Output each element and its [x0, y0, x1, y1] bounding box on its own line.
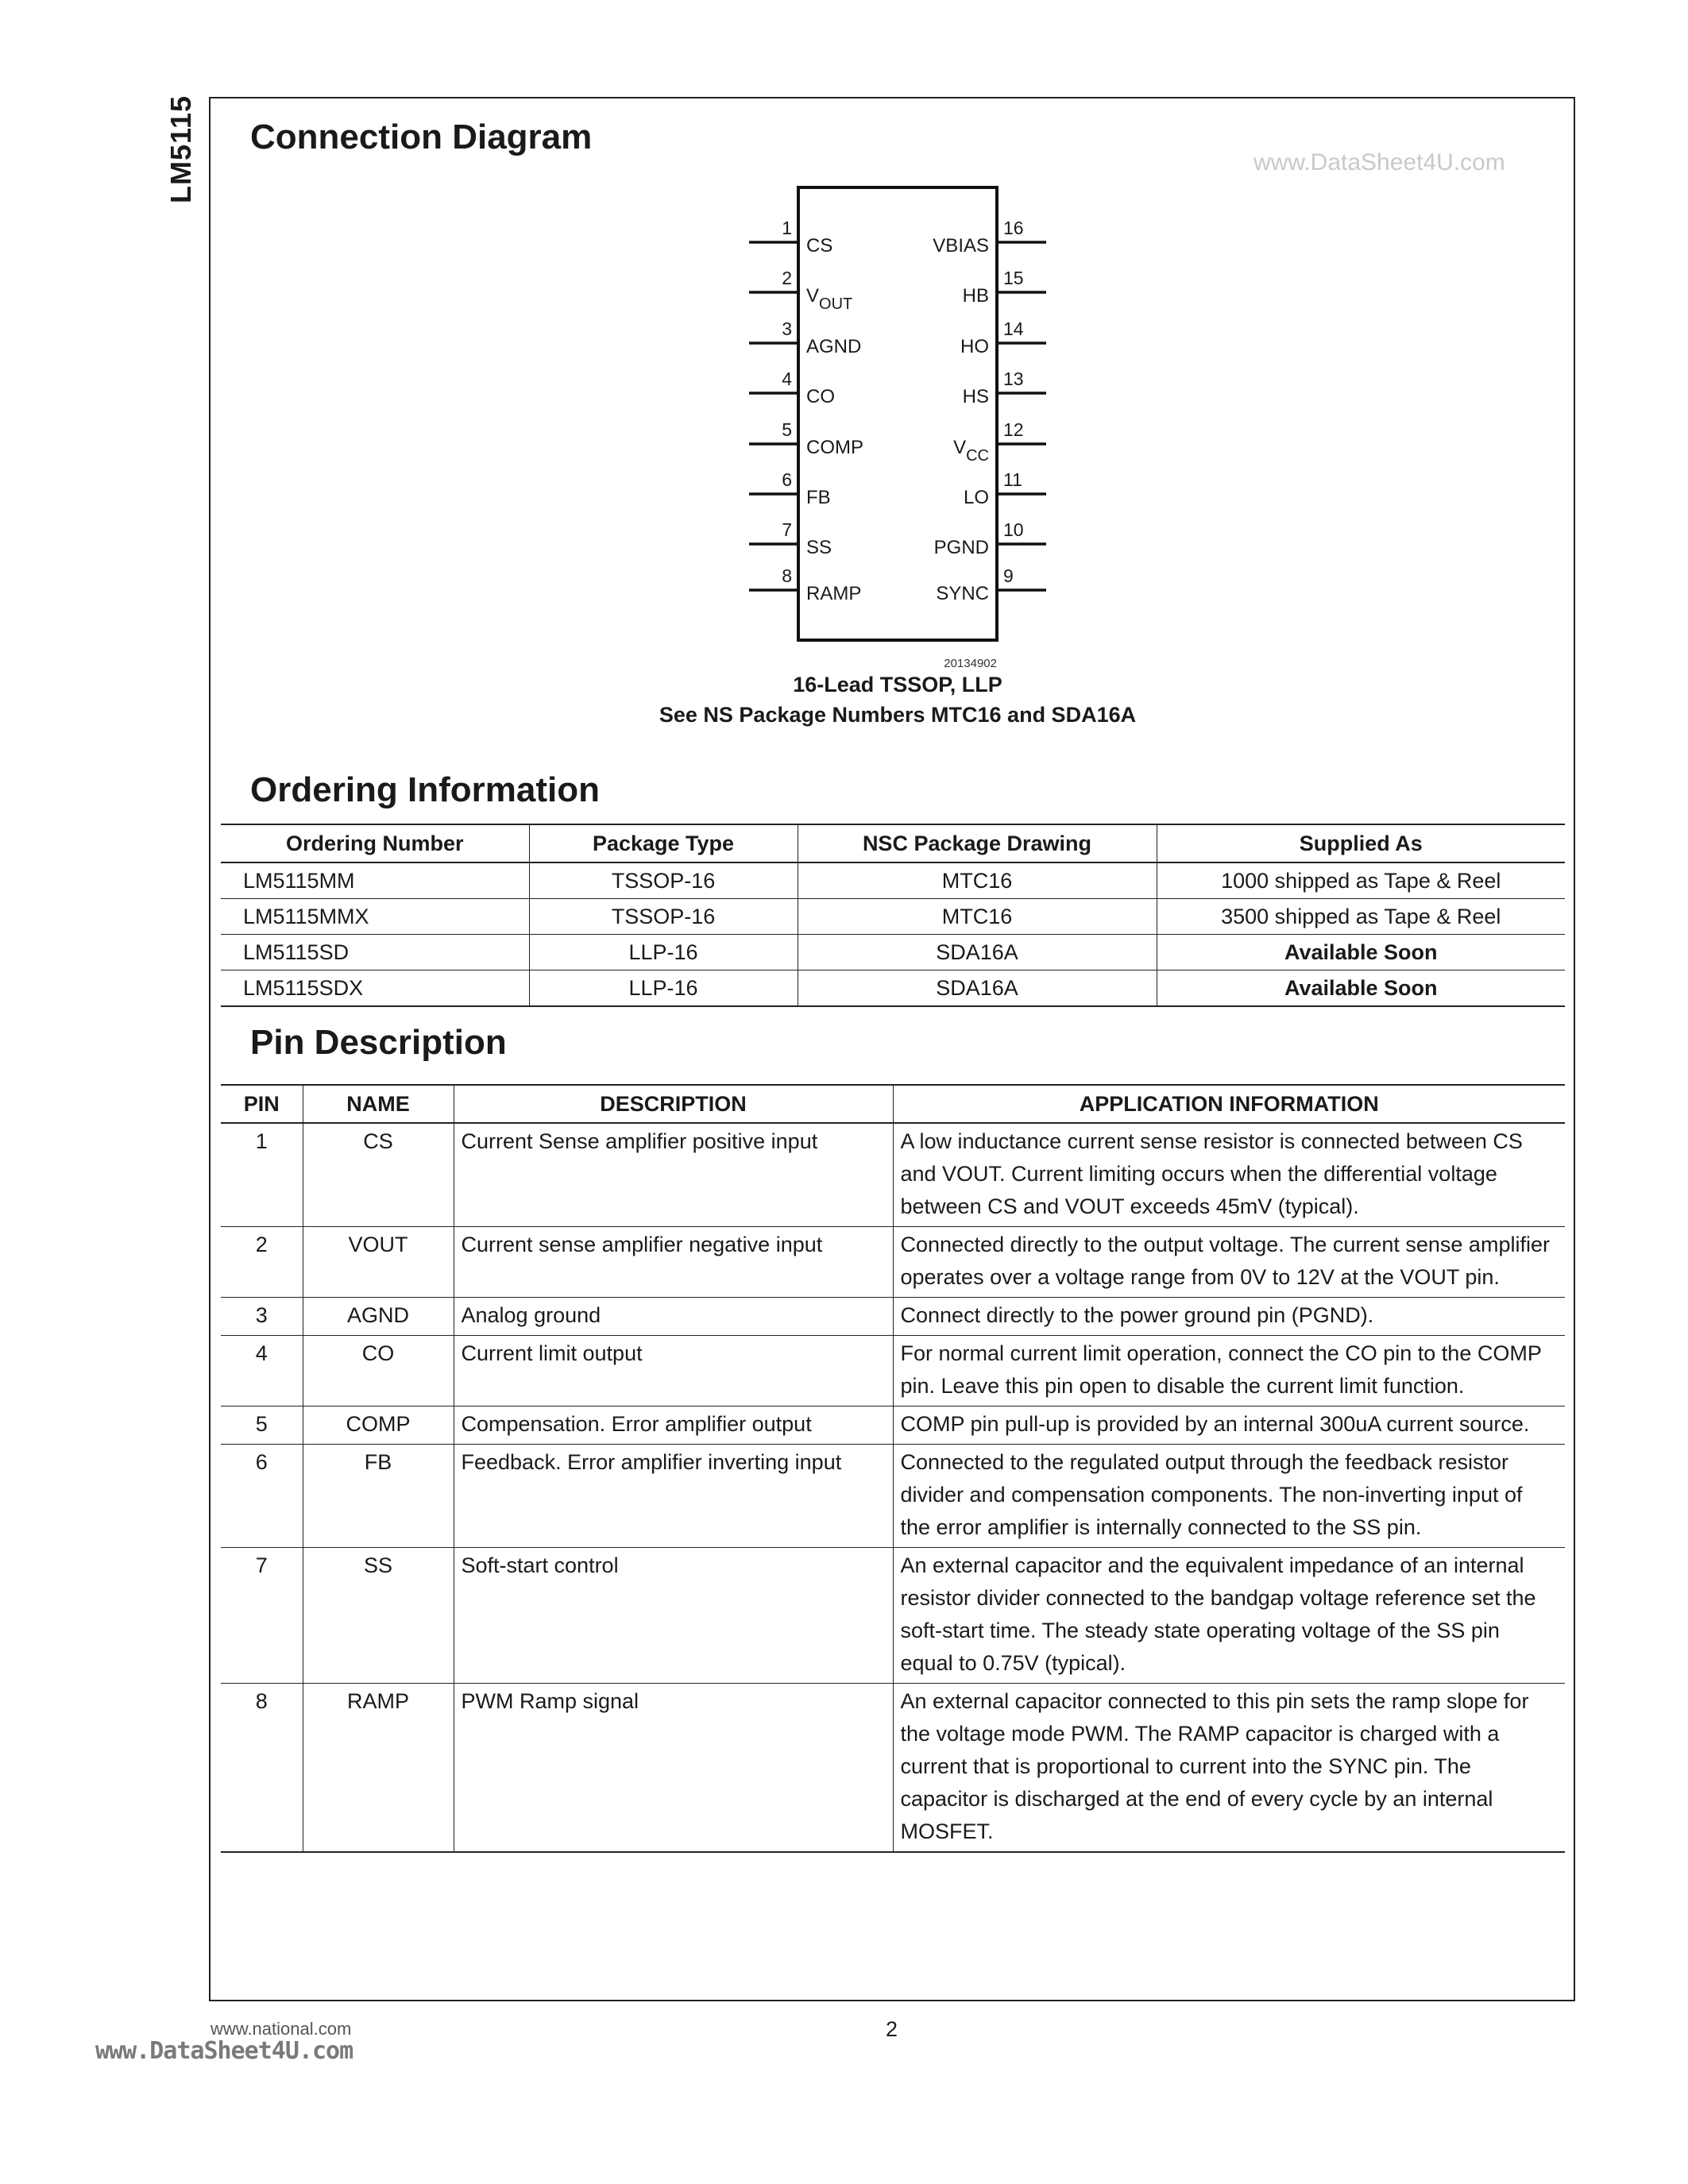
- ordering-header-cell: Package Type: [529, 824, 798, 862]
- pin-name-label: HS: [962, 386, 989, 407]
- pin-description: Current Sense amplifier positive input: [454, 1123, 893, 1227]
- pin-description: Feedback. Error amplifier inverting input: [454, 1445, 893, 1548]
- pin-name-label: AGND: [806, 336, 862, 357]
- pin-application-info: For normal current limit operation, connect the CO pin to the COMP pin. Leave this pin open to disable the current limit function.: [893, 1336, 1565, 1406]
- pin-name-label: $V_{OUT}$: [806, 285, 853, 313]
- package-type: TSSOP-16: [529, 899, 798, 935]
- watermark-top[interactable]: www.DataSheet4U.com: [1253, 149, 1505, 176]
- pin-name-label: LO: [963, 487, 989, 508]
- pin-number: 8: [221, 1684, 303, 1853]
- pin-application-info: Connect directly to the power ground pin (PGND).: [893, 1298, 1565, 1336]
- pin-name-label: FB: [806, 487, 831, 508]
- pin-number-label: 6: [782, 469, 792, 490]
- table-row: [221, 1684, 1565, 1853]
- table-row: [221, 899, 1565, 935]
- page-number: 2: [886, 2017, 898, 2041]
- footer-url[interactable]: www.national.com: [211, 2019, 352, 2039]
- table-row: [221, 1548, 1565, 1684]
- package-drawing: SDA16A: [798, 970, 1157, 1007]
- pin-description: Current sense amplifier negative input: [454, 1227, 893, 1298]
- ordering-number: LM5115MMX: [221, 899, 529, 935]
- pin-application-info: Connected to the regulated output through the feedback resistor divider and compensation components. The non-inverting input of the error amplifier is internally connected to the SS pin.: [893, 1445, 1565, 1548]
- pin-name-label: COMP: [806, 437, 863, 458]
- table-row: [221, 862, 1565, 899]
- table-row: [221, 1227, 1565, 1298]
- pin-description: PWM Ramp signal: [454, 1684, 893, 1853]
- ordering-information-heading: Ordering Information: [250, 770, 600, 809]
- pin-number-label: 1: [782, 218, 792, 238]
- pin-number-label: 2: [782, 268, 792, 288]
- pin-name: AGND: [303, 1298, 454, 1336]
- pin-description: Soft-start control: [454, 1548, 893, 1684]
- pin-name: FB: [303, 1445, 454, 1548]
- pin-name-label: CS: [806, 235, 833, 257]
- package-type: LLP-16: [529, 935, 798, 970]
- supplied-as: Available Soon: [1157, 970, 1565, 1007]
- ordering-header-cell: Ordering Number: [221, 824, 529, 862]
- pin-name-label: HB: [962, 285, 989, 307]
- pin-description-heading: Pin Description: [250, 1023, 507, 1062]
- supplied-as: 3500 shipped as Tape & Reel: [1157, 899, 1565, 935]
- pin-number: 7: [221, 1548, 303, 1684]
- diagram-caption-line2: See NS Package Numbers MTC16 and SDA16A: [659, 703, 1137, 727]
- pin-number-label: 10: [1003, 519, 1024, 540]
- table-row: [221, 970, 1565, 1007]
- pin-number-label: 14: [1003, 318, 1024, 339]
- ordering-header-cell: Supplied As: [1157, 824, 1565, 862]
- ordering-number: LM5115SD: [221, 935, 529, 970]
- pin-application-info: An external capacitor connected to this pin sets the ramp slope for the voltage mode PWM. The RAMP capacitor is charged with a current that is proportional to current into the SYNC pin. The capacitor is discharged at the end of every cycle by an internal MOSFET.: [893, 1684, 1565, 1853]
- table-row: [221, 1445, 1565, 1548]
- package-drawing: MTC16: [798, 899, 1157, 935]
- pin-number-label: 16: [1003, 218, 1024, 238]
- pin-number-label: 15: [1003, 268, 1024, 288]
- pin-name: COMP: [303, 1406, 454, 1445]
- pin-name-label: PGND: [933, 537, 989, 558]
- pin-number-label: 8: [782, 565, 792, 586]
- pin-description: Compensation. Error amplifier output: [454, 1406, 893, 1445]
- pin-description-table: [221, 1084, 1565, 1853]
- pin-number: 2: [221, 1227, 303, 1298]
- package-drawing: SDA16A: [798, 935, 1157, 970]
- package-type: LLP-16: [529, 970, 798, 1007]
- pin-number-label: 13: [1003, 369, 1024, 389]
- pin-application-info: An external capacitor and the equivalent impedance of an internal resistor divider connected to the bandgap voltage reference set the soft-start time. The steady state operating voltage of the SS pin equal to 0.75V (typical).: [893, 1548, 1565, 1684]
- package-type: TSSOP-16: [529, 862, 798, 899]
- pin-name: SS: [303, 1548, 454, 1684]
- connection-diagram-heading: Connection Diagram: [250, 118, 593, 156]
- connection-diagram: [715, 183, 1080, 675]
- pin-name: RAMP: [303, 1684, 454, 1853]
- pin-number-label: 3: [782, 318, 792, 339]
- pin-number: 5: [221, 1406, 303, 1445]
- pin-application-info: A low inductance current sense resistor is connected between CS and VOUT. Current limiting occurs when the differential voltage between CS and VOUT exceeds 45mV (typical).: [893, 1123, 1565, 1227]
- pin-number-label: 9: [1003, 565, 1014, 586]
- pin-number-label: 4: [782, 369, 792, 389]
- ordering-table: [221, 824, 1565, 1007]
- pin-name-label: SYNC: [936, 583, 989, 604]
- diagram-caption-line1: 16-Lead TSSOP, LLP: [793, 673, 1002, 696]
- pin-header-cell: DESCRIPTION: [454, 1085, 893, 1123]
- table-row: [221, 1123, 1565, 1227]
- table-row: [221, 1298, 1565, 1336]
- watermark-bottom[interactable]: www.DataSheet4U.com: [95, 2037, 353, 2065]
- pin-number: 1: [221, 1123, 303, 1227]
- pin-name-label: $V_{CC}$: [953, 437, 989, 465]
- pin-application-info: COMP pin pull-up is provided by an internal 300uA current source.: [893, 1406, 1565, 1445]
- pin-number-label: 5: [782, 419, 792, 440]
- table-row: [221, 935, 1565, 970]
- pin-name-label: CO: [806, 386, 835, 407]
- pin-number-label: 11: [1003, 469, 1022, 490]
- pin-number: 4: [221, 1336, 303, 1406]
- pin-description: Analog ground: [454, 1298, 893, 1336]
- pin-name-label: RAMP: [806, 583, 862, 604]
- pin-header-cell: NAME: [303, 1085, 454, 1123]
- pin-number-label: 12: [1003, 419, 1024, 440]
- pin-number-label: 7: [782, 519, 792, 540]
- pin-name-label: HO: [960, 336, 989, 357]
- supplied-as: Available Soon: [1157, 935, 1565, 970]
- ordering-number: LM5115MM: [221, 862, 529, 899]
- table-row: [221, 1336, 1565, 1406]
- pin-number: 3: [221, 1298, 303, 1336]
- pin-application-info: Connected directly to the output voltage. The current sense amplifier operates over a voltage range from 0V to 12V at the VOUT pin.: [893, 1227, 1565, 1298]
- pin-name: CS: [303, 1123, 454, 1227]
- pin-name-label: VBIAS: [933, 235, 989, 257]
- supplied-as: 1000 shipped as Tape & Reel: [1157, 862, 1565, 899]
- pin-header-cell: PIN: [221, 1085, 303, 1123]
- figure-code: 20134902: [944, 657, 997, 670]
- table-row: [221, 1406, 1565, 1445]
- pin-name-label: SS: [806, 537, 832, 558]
- ordering-number: LM5115SDX: [221, 970, 529, 1007]
- pin-header-cell: APPLICATION INFORMATION: [893, 1085, 1565, 1123]
- pin-name: VOUT: [303, 1227, 454, 1298]
- pin-name: CO: [303, 1336, 454, 1406]
- ordering-header-row: [221, 824, 1565, 862]
- side-part-number: LM5115: [164, 95, 198, 204]
- package-drawing: MTC16: [798, 862, 1157, 899]
- pin-description: Current limit output: [454, 1336, 893, 1406]
- pin-header-row: [221, 1085, 1565, 1123]
- ordering-header-cell: NSC Package Drawing: [798, 824, 1157, 862]
- pin-number: 6: [221, 1445, 303, 1548]
